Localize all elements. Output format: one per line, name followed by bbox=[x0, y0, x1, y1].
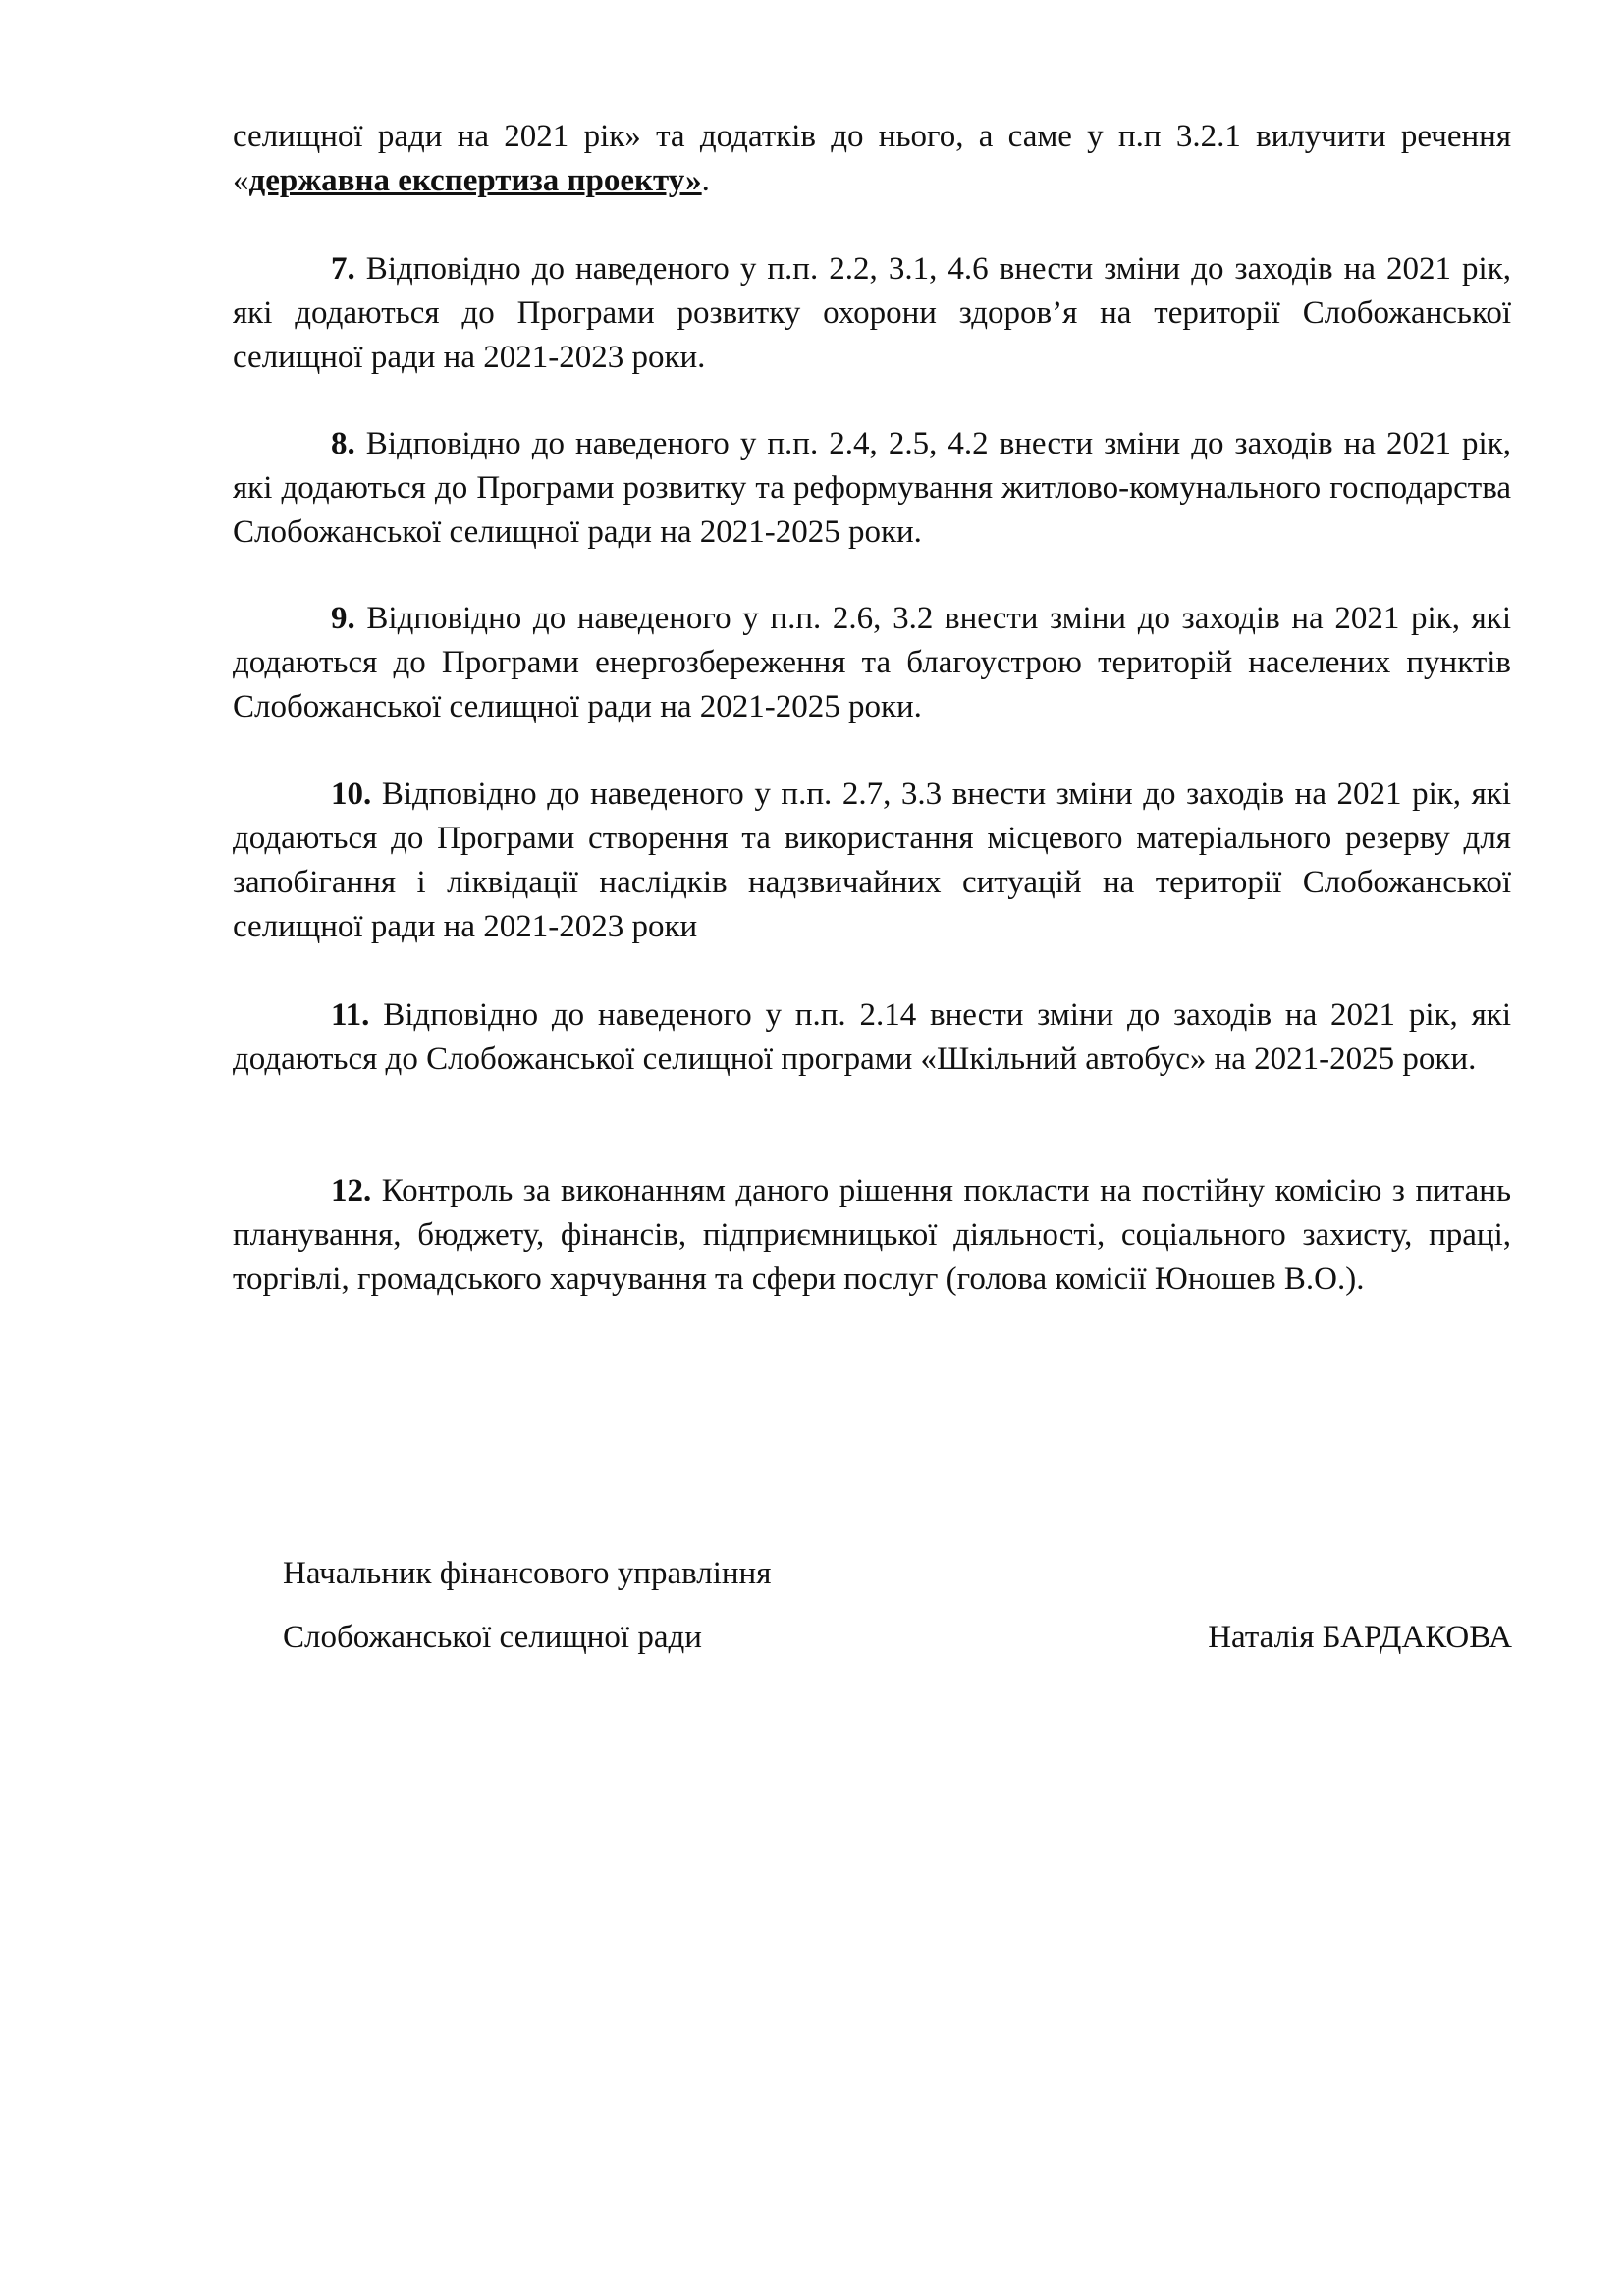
paragraph-11 bbox=[233, 993, 1511, 1082]
paragraph-9 bbox=[233, 597, 1511, 729]
paragraph-number: 12. bbox=[331, 1173, 372, 1208]
paragraph-text: Відповідно до наведеного у п.п. 2.4, 2.5, 4.2 внести зміни до заходів на 2021 рік, які додаються до Програми розвитку та реформування житлово-комунального господарства Слобожанської селищної ради на 2021-2025 роки. bbox=[233, 426, 1511, 550]
paragraph-text: Відповідно до наведеного у п.п. 2.7, 3.3 внести зміни до заходів на 2021 рік, які додаються до Програми створення та використання місцевого матеріального резерву для запобігання і ліквідації наслідків надзвичайних ситуацій на території Слобожанської селищної ради на 2021-2023 роки bbox=[233, 776, 1511, 944]
paragraph-text: Відповідно до наведеного у п.п. 2.14 внести зміни до заходів на 2021 рік, які додаються до Слобожанської селищної програми «Шкільний автобус» на 2021-2025 роки. bbox=[233, 997, 1511, 1077]
paragraph-8 bbox=[233, 422, 1511, 555]
paragraph-10 bbox=[233, 773, 1511, 949]
paragraph-number: 9. bbox=[331, 601, 355, 636]
signature-position-line-2 bbox=[283, 1616, 1512, 1660]
intro-text: селищної ради на 2021 рік» та додатків до нього, а саме у п.п 3.2.1 вилучити речення « bbox=[233, 119, 1511, 198]
paragraph-7 bbox=[233, 247, 1511, 380]
intro-emphasis: державна експертиза проекту» bbox=[248, 163, 702, 198]
signature-organization: Слобожанської селищної ради bbox=[283, 1620, 702, 1655]
intro-end: . bbox=[701, 163, 710, 198]
paragraph-text: Відповідно до наведеного у п.п. 2.6, 3.2 внести зміни до заходів на 2021 рік, які додаються до Програми енергозбереження та благоустрою територій населених пунктів Слобожанської селищної ради на 2021-2025 роки. bbox=[233, 601, 1511, 724]
paragraph-text: Відповідно до наведеного у п.п. 2.2, 3.1, 4.6 внести зміни до заходів на 2021 рік, які додаються до Програми розвитку охорони здоров’я на території Слобожанської селищної ради на 2021-2023 роки. bbox=[233, 251, 1511, 375]
paragraph-number: 10. bbox=[331, 776, 372, 812]
paragraph-number: 11. bbox=[331, 997, 370, 1033]
paragraph-12 bbox=[233, 1169, 1511, 1302]
signature-position-line-1 bbox=[283, 1552, 1512, 1596]
paragraph-intro bbox=[233, 115, 1511, 203]
signature-position-title: Начальник фінансового управління bbox=[283, 1556, 772, 1591]
paragraph-text: Контроль за виконанням даного рішення покласти на постійну комісію з питань планування, бюджету, фінансів, підприємницької діяльності, соціального захисту, праці, торгівлі, громадського харчування та сфери послуг (голова комісії Юношев В.О.). bbox=[233, 1173, 1511, 1297]
paragraph-number: 8. bbox=[331, 426, 355, 461]
signatory-name: Наталія БАРДАКОВА bbox=[1208, 1620, 1512, 1655]
paragraph-number: 7. bbox=[331, 251, 355, 287]
